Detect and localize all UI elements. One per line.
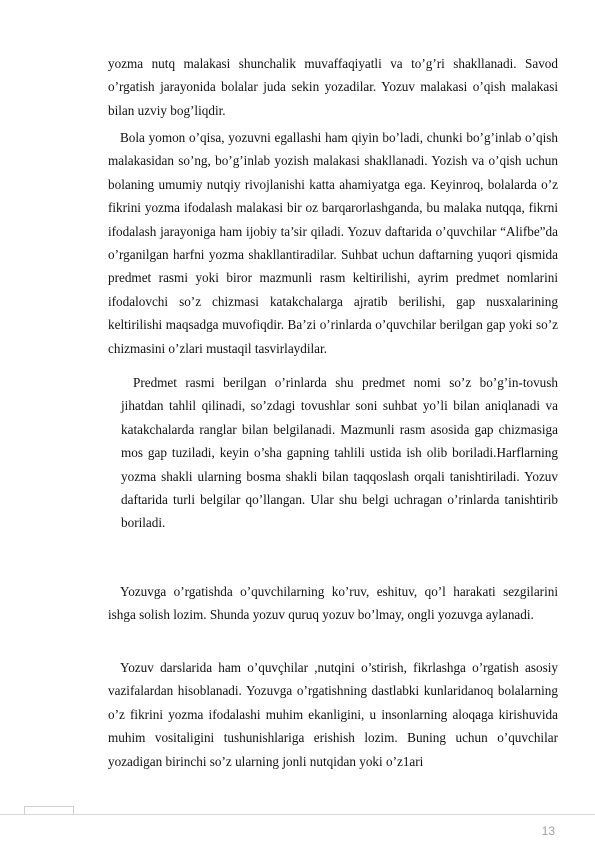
footer-divider <box>0 814 595 815</box>
paragraph-continued: yozma nutq malakasi shunchalik muvaffaqiyatli va to’g’ri shakllanadi. Savod o’rgatish jarayonida bolalar juda sekin yozadilar. Yozuv malakasi o’qish malakasi bilan uzviy bog’liqdir. <box>108 56 558 118</box>
paragraph: Yozuv darslarida ham o’quvçhilar ,nutqini o’stirish, fikrlashga o’rgatish asosiy vazifalardan hisoblanadi. Yozuvga o’rgatishning dastlabki kunlaridanoq bolalarning o’z fikrini yozma ifodalashi muhim ekanligini, u insonlarning aloqaga kirishuvida muhim vositaligini tushunishlariga erishish lozim. Buning uchun o’quvchilar yozadigan birinchi so’z ularning jonli nutqidan yoki o’z1ari <box>108 660 558 769</box>
paragraph-indented-block: Predmet rasmi berilgan o’rinlarda shu predmet nomi so’z bo’g’in-tovush jihatdan tahlil qilinadi, so’zdagi tovushlar soni suhbat yo’li bilan aniqlanadi va katakchalarda ranglar bilan belgilanadi. Mazmunli rasm asosida gap chizmasiga mos gap tuziladi, keyin o’sha gapning tahlili ustida ish olib boriladi.Harflarning yozma shakli ularning bosma shakli bilan taqqoslash orqali tanishtiriladi. Yozuv daftarida turli belgilar qo’llangan. Ular shu belgi uchragan o’rinlarda tanishtirib boriladi. <box>121 375 558 531</box>
paragraph: Yozuvga o’rgatishda o’quvchilarning ko’ruv, eshituv, qo’l harakati sezgilarini ishga solish lozim. Shunda yozuv quruq yozuv bo’lmay, ongli yozuvga aylanadi. <box>108 584 558 623</box>
paragraph: Bola yomon o’qisa, yozuvni egallashi ham qiyin bo’ladi, chunki bo’g’inlab o’qish malakasidan so’ng, bo’g’inlab yozish malakasi shakllanadi. Yozish va o’qish uchun bolaning umumiy nutqiy rivojlanishi katta ahamiyatga ega. Keyinroq, bolalarda o’z fikrini yozma ifodalash malakasi bir oz barqarorlashganda, bu malaka nutqqa, fikrni ifodalash jarayoniga ham ijobiy ta’sir qiladi. Yozuv daftarida o’quvchilar “Alifbe”da o’rganilgan harfni yozma shakllantiradilar. Suhbat uchun daftarning yuqori qismida predmet rasmi yoki biror mazmunli rasm keltirilishi, ayrim predmet nomlarini ifodalovchi so’z chizmasi katakchalarga ajratib berilishi, gap nusxalarining keltirilishi maqsadga muvofiqdir. Ba’zi o’rinlarda o’quvchilar berilgan gap yoki so’z chizmasini o’zlari mustaqil tasvirlaydilar. <box>108 130 558 356</box>
page-number: 13 <box>541 824 555 838</box>
